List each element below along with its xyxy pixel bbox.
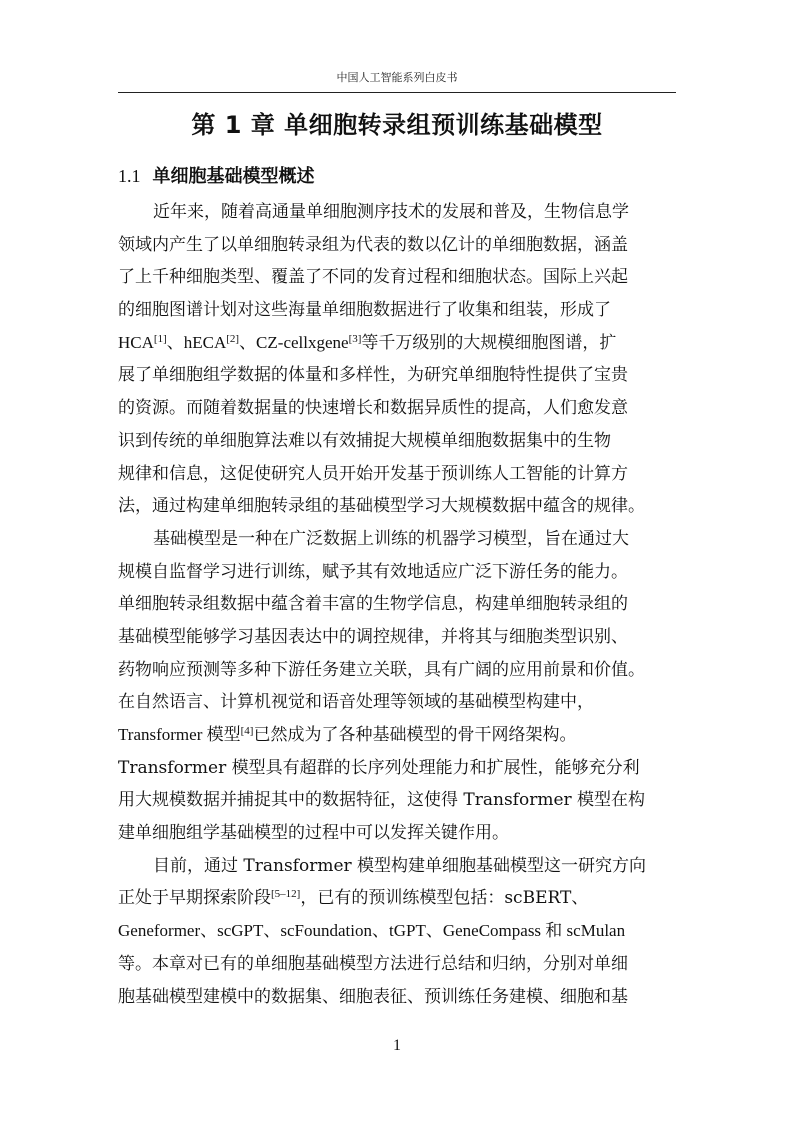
paragraph-2-line: [118, 719, 676, 752]
atlas-name-heca: 、hECA: [166, 332, 227, 352]
transformer-term: Transformer 模型: [118, 725, 241, 744]
section-heading: [118, 163, 676, 190]
paragraph-1-line: 了上千种细胞类型、覆盖了不同的发育过程和细胞状态。国际上兴起: [118, 267, 628, 288]
paragraph-2-line: 用大规模数据并捕捉其中的数据特征，这使得 Transformer 模型在构: [118, 790, 646, 811]
paragraph-2-line: 建单细胞组学基础模型的过程中可以发挥关键作用。: [118, 823, 509, 844]
atlas-name-cellxgene: 、CZ-cellxgene: [239, 332, 349, 352]
paragraph-1-line: 识到传统的单细胞算法难以有效捕捉大规模单细胞数据集中的生物: [118, 430, 611, 451]
paragraph-1-line: 的资源。而随着数据量的快速增长和数据异质性的提高，人们愈发意: [118, 398, 628, 419]
paragraph-2-line: 单细胞转录组数据中蕴含着丰富的生物学信息，构建单细胞转录组的: [118, 594, 628, 615]
citation-ref: [2]: [226, 332, 240, 345]
header-divider: [118, 92, 676, 93]
paragraph-1-line: 近年来，随着高通量单细胞测序技术的发展和普及，生物信息学: [153, 202, 629, 222]
paragraph-1-line: 的细胞图谱计划对这些海量单细胞数据进行了收集和组装，形成了: [118, 300, 611, 321]
paragraph-1-line: [118, 327, 676, 360]
paragraph-3-line: 胞基础模型建模中的数据集、细胞表征、预训练任务建模、细胞和基: [118, 986, 628, 1007]
paragraph-3-line: 目前，通过 Transformer 模型构建单细胞基础模型这一研究方向: [153, 855, 647, 876]
chapter-title: 第 1 章 单细胞转录组预训练基础模型: [191, 111, 603, 139]
paragraph-1-fragment: [118, 327, 616, 360]
atlas-name-hca: HCA: [118, 332, 154, 352]
body-text: [118, 196, 676, 1013]
running-header: 中国人工智能系列白皮书: [336, 71, 458, 84]
paragraph-3-fragment-text: ，已有的预训练模型包括：scBERT、: [300, 888, 589, 909]
paragraph-1-line: 领域内产生了以单细胞转录组为代表的数以亿计的单细胞数据，涵盖: [118, 234, 628, 255]
paragraph-1-line: 规律和信息，这促使研究人员开始开发基于预训练人工智能的计算方: [118, 463, 628, 484]
paragraph-2-line: 规模自监督学习进行训练，赋予其有效地适应广泛下游任务的能力。: [118, 561, 628, 582]
paragraph-2-line: Transformer 模型具有超群的长序列处理能力和扩展性，能够充分利: [118, 757, 640, 778]
citation-ref: [3]: [348, 332, 362, 345]
citation-ref: [5–12]: [271, 888, 301, 901]
paragraph-2-line: 药物响应预测等多种下游任务建立关联，具有广阔的应用前景和价值。: [118, 659, 645, 680]
section-number: 1.1: [118, 166, 141, 186]
paragraph-2-line: 基础模型是一种在广泛数据上训练的机器学习模型，旨在通过大: [153, 528, 629, 549]
paragraph-3-fragment: [118, 882, 588, 915]
paragraph-1-line: 展了单细胞组学数据的体量和多样性，为研究单细胞特性提供了宝贵: [118, 365, 628, 386]
paragraph-2-line: 在自然语言、计算机视觉和语音处理等领域的基础模型构建中，: [118, 692, 594, 713]
paragraph-1-fragment-text: 等千万级别的大规模细胞图谱，扩: [361, 332, 617, 353]
citation-ref: [1]: [153, 332, 167, 345]
page-number: 1: [393, 1037, 401, 1054]
paragraph-3-line: [118, 882, 676, 915]
citation-ref: [4]: [240, 725, 254, 737]
paragraph-3-line: Geneformer、scGPT、scFoundation、tGPT、GeneCompass 和 scMulan: [118, 921, 626, 941]
paragraph-2-fragment: [118, 719, 576, 752]
paragraph-2-fragment-text: 已然成为了各种基础模型的骨干网络架构。: [253, 725, 577, 745]
paragraph-2-line: 基础模型能够学习基因表达中的调控规律，并将其与细胞类型识别、: [118, 626, 628, 647]
paragraph-3-line: 等。本章对已有的单细胞基础模型方法进行总结和归纳，分别对单细: [118, 953, 628, 974]
paragraph-3-fragment-text: 正处于早期探索阶段: [118, 888, 271, 909]
section-title: 单细胞基础模型概述: [152, 166, 315, 187]
paragraph-1-line: 法，通过构建单细胞转录组的基础模型学习大规模数据中蕴含的规律。: [118, 496, 645, 517]
